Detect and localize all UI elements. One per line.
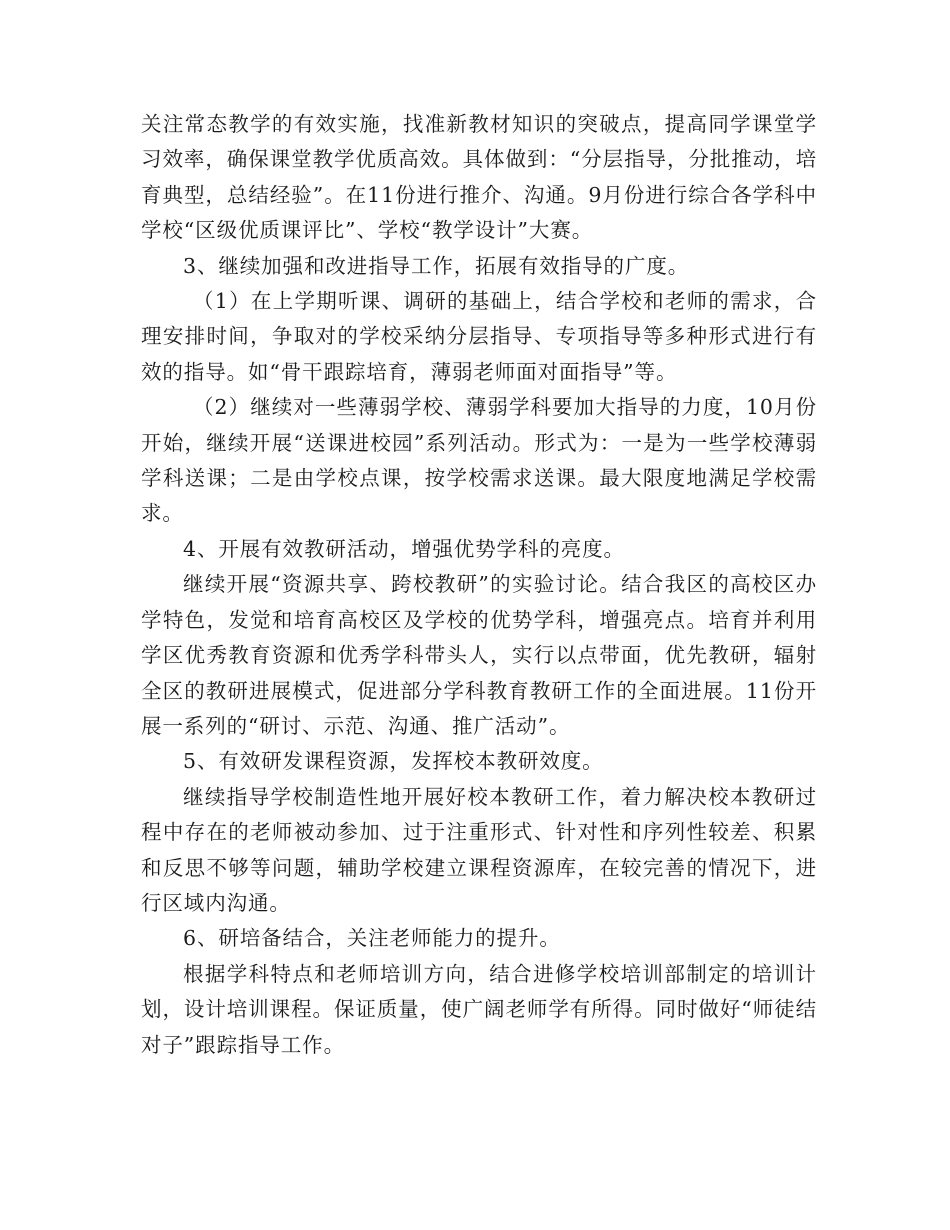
sub-item-1: （1）在上学期听课、调研的基础上，结合学校和老师的需求，合理安排时间，争取对的学校采纳分层指导、专项指导等多种形式进行有效的指导。如“骨干跟踪培育，薄弱老师面对面指导”等。 — [141, 289, 817, 384]
sub-item-2: （2）继续对一些薄弱学校、薄弱学科要加大指导的力度，10月份开始，继续开展“送课进校园”系列活动。形式为：一是为一些学校薄弱学科送课；二是由学校点课，按学校需求送课。最大限度地满足学校需求。 — [141, 395, 817, 526]
section-heading-5: 5、有效研发课程资源，发挥校本教研效度。 — [183, 749, 604, 774]
paragraph-section-5: 继续指导学校制造性地开展好校本教研工作，着力解决校本教研过程中存在的老师被动参加、过于注重形式、针对性和序列性较差、积累和反思不够等问题，辅助学校建立课程资源库，在较完善的情况下，进行区域内沟通。 — [141, 784, 817, 915]
paragraph-continuation: 关注常态教学的有效实施，找准新教材知识的突破点，提高同学课堂学习效率，确保课堂教学优质高效。具体做到：“分层指导，分批推动，培育典型，总结经验”。在11份进行推介、沟通。9月份进行综合各学科中学校“区级优质课评比”、学校“教学设计”大赛。 — [141, 112, 817, 243]
section-heading-3: 3、继续加强和改进指导工作，拓展有效指导的广度。 — [183, 253, 690, 278]
section-heading-6: 6、研培备结合，关注老师能力的提升。 — [183, 926, 561, 951]
paragraph-section-4: 继续开展“资源共享、跨校教研”的实验讨论。结合我区的高校区办学特色，发觉和培育高校区及学校的优势学科，增强亮点。培育并利用学区优秀教育资源和优秀学科带头人，实行以点带面，优先教研，辐射全区的教研进展模式，促进部分学科教育教研工作的全面进展。11份开展一系列的“研讨、示范、沟通、推广活动”。 — [141, 572, 817, 738]
paragraph-section-6: 根据学科特点和老师培训方向，结合进修学校培训部制定的培训计划，设计培训课程。保证质量，使广阔老师学有所得。同时做好“师徒结对子”跟踪指导工作。 — [141, 961, 817, 1057]
document-body — [141, 107, 817, 1063]
section-heading-4: 4、开展有效教研活动，增强优势学科的亮度。 — [183, 536, 625, 561]
